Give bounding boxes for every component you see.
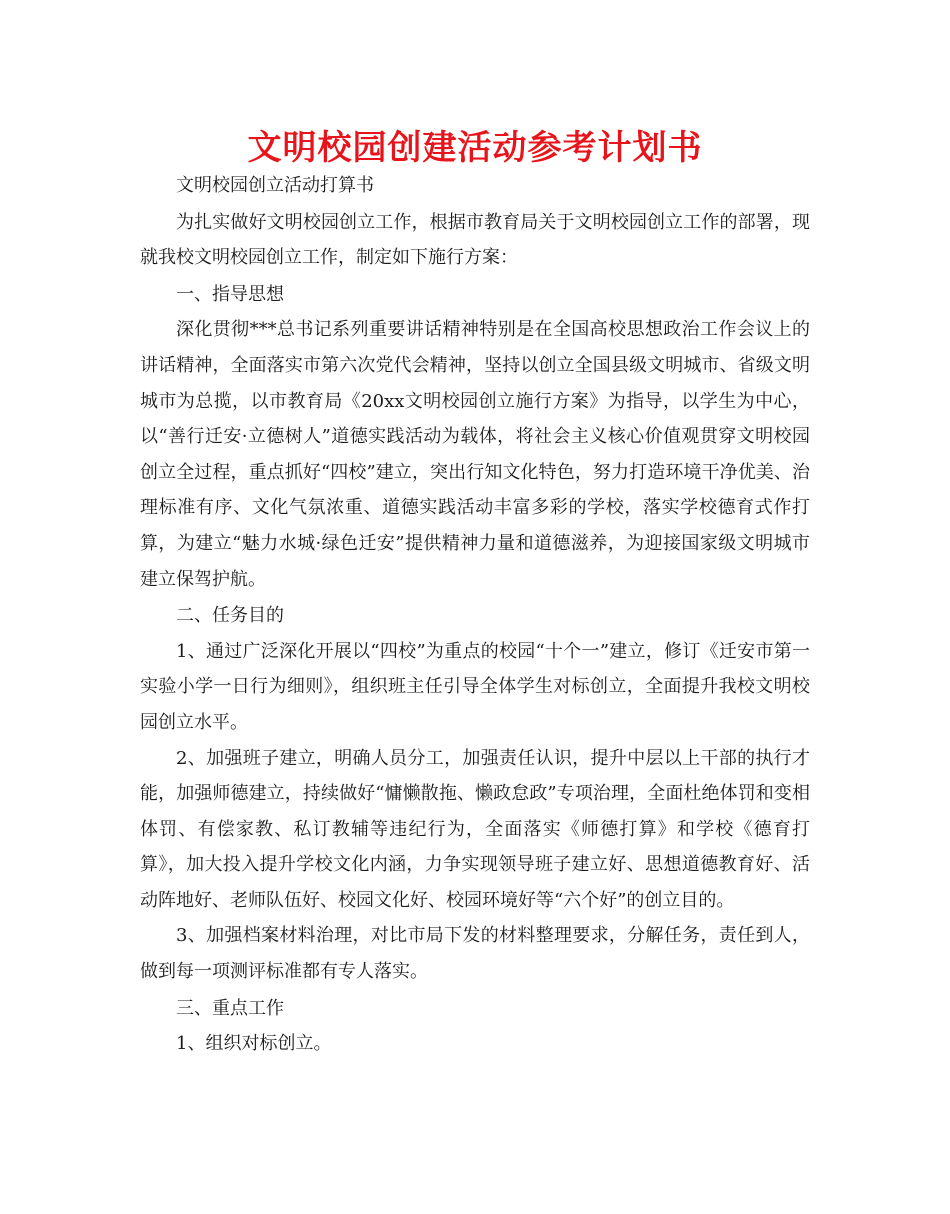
section-heading-key-work: 三、重点工作	[176, 997, 284, 1019]
section-heading-task-goals: 二、任务目的	[176, 605, 284, 627]
intro-paragraph: 为扎实做好文明校园创立工作，根据市教育局关于文明校园创立工作的部署，现就我校文明校园创立工作，制定如下施行方案：	[140, 211, 810, 269]
document-subtitle: 文明校园创立活动打算书	[176, 175, 374, 196]
document-body	[140, 168, 810, 1062]
task-goal-item-1: 1、通过广泛深化开展以“四校”为重点的校园“十个一”建立，修订《迁安市第一实验小学一日行为细则》，组织班主任引导全体学生对标创立，全面提升我校文明校园创立水平。	[140, 640, 810, 733]
task-goal-item-2: 2、加强班子建立，明确人员分工，加强责任认识，提升中层以上干部的执行才能，加强师德建立，持续做好“慵懒散拖、懒政怠政”专项治理，全面杜绝体罚和变相体罚、有偿家教、私订教辅等违纪行为，全面落实《师德打算》和学校《德育打算》，加大投入提升学校文化内涵，力争实现领导班子建立好、思想道德教育好、活动阵地好、老师队伍好、校园文化好、校园环境好等“六个好”的创立目的。	[140, 747, 810, 911]
task-goal-item-3: 3、加强档案材料治理，对比市局下发的材料整理要求，分解任务，责任到人，做到每一项测评标准都有专人落实。	[140, 925, 810, 983]
document-title: 文明校园创建活动参考计划书	[247, 128, 703, 168]
section-heading-guiding-ideology: 一、指导思想	[176, 283, 284, 305]
guiding-ideology-paragraph: 深化贯彻***总书记系列重要讲话精神特别是在全国高校思想政治工作会议上的讲话精神，全面落实市第六次党代会精神，坚持以创立全国县级文明城市、省级文明城市为总揽，以市教育局《20xx文明校园创立施行方案》为指导，以学生为中心，以“善行迁安·立德树人”道德实践活动为载体，将社会主义核心价值观贯穿文明校园创立全过程，重点抓好“四校”建立，突出行知文化特色，努力打造环境干净优美、治理标准有序、文化气氛浓重、道德实践活动丰富多彩的学校，落实学校德育式作打算，为建立“魅力水城·绿色迁安”提供精神力量和道德滋养，为迎接国家级文明城市建立保驾护航。	[140, 319, 810, 590]
key-work-item-1: 1、组织对标创立。	[176, 1033, 332, 1055]
